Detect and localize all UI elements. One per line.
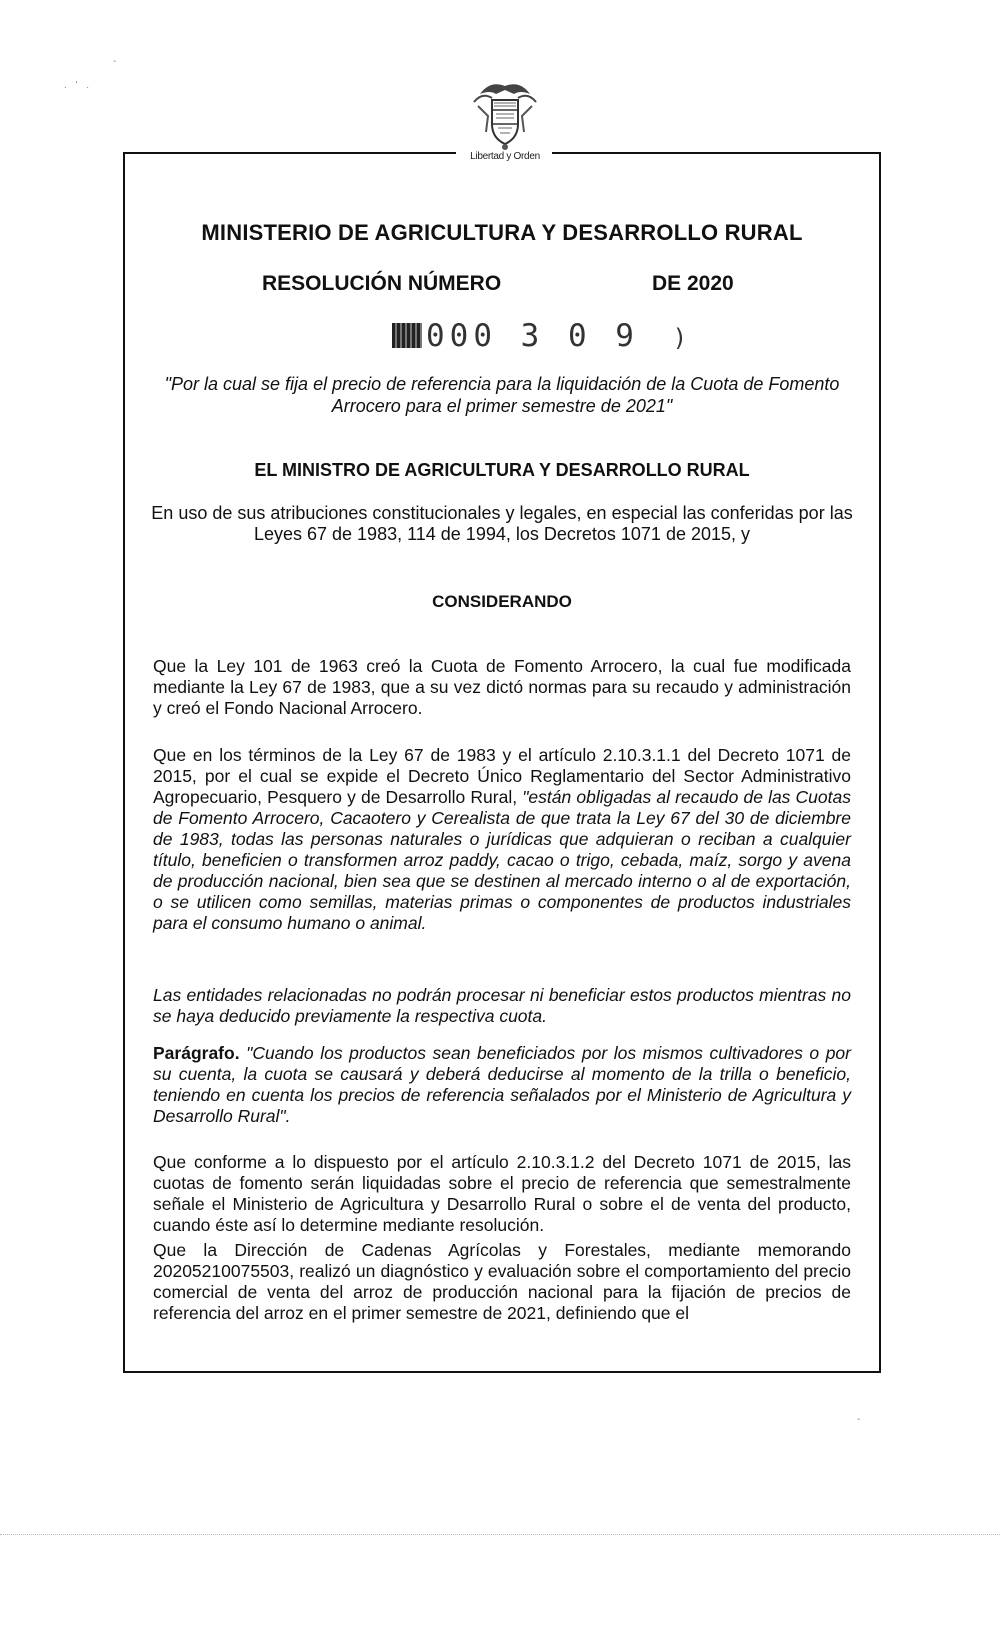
stamp-number: 000 3 0 9 xyxy=(426,318,639,354)
paragrafo-label: Parágrafo. xyxy=(153,1043,240,1063)
stamp-close-paren: ) xyxy=(672,324,693,352)
paragraph-intro: Que en los términos de la Ley 67 de 1983 y el artículo 2.10.3.1.1 del Decreto 1071 de 2015, por el cual se expide el Decreto Único Reglamentario del Sector Administrativo Agropecuario, Pesquero y de Desarrollo Rural, xyxy=(153,745,851,807)
paragrafo-text: "Cuando los productos sean beneficiados por los mismos cultivadores o por su cuenta, la cuota se causará y deberá deducirse al momento de la trilla o beneficio, teniendo en cuenta los precios de referencia señalados por el Ministerio de Agricultura y Desarrollo Rural". xyxy=(153,1043,851,1126)
resolution-subject: "Por la cual se fija el precio de referencia para la liquidación de la Cuota de Fomento Arrocero para el primer semestre de 2021" xyxy=(164,374,840,416)
signer-title: EL MINISTRO DE AGRICULTURA Y DESARROLLO RURAL xyxy=(254,460,750,480)
considering-heading: CONSIDERANDO xyxy=(432,592,572,611)
resolution-number-label: RESOLUCIÓN NÚMERO xyxy=(262,272,502,295)
quoted-regulation: "están obligadas al recaudo de las Cuotas de Fomento Arrocero, Cacaotero y Cerealista de que trata la Ley 67 del 30 de diciembre de 1983, todas las personas naturales o jurídicas que adquieran o reciban a cualquier título, beneficien o transformen arroz paddy, cacao o trigo, cebada, maíz, sorgo y avena de producción nacional, bien sea que se destinen al mercado interno o al de exportación, o se utilicen como semillas, materias primas o componentes de productos industriales para el consumo humano o animal. xyxy=(153,787,851,933)
resolution-year-label: DE 2020 xyxy=(652,272,734,295)
ministry-title: MINISTERIO DE AGRICULTURA Y DESARROLLO RURAL xyxy=(201,220,803,245)
frame-border-bottom xyxy=(123,1371,881,1373)
scan-speck: - xyxy=(857,1414,861,1425)
paragraph-processing-restriction: Las entidades relacionadas no podrán procesar ni beneficiar estos productos mientras no se haya deducido previamente la respectiva cuota. xyxy=(153,985,851,1026)
scan-dotted-line xyxy=(0,1534,1000,1535)
stamp-prefix-mark xyxy=(392,323,422,348)
coat-of-arms-icon xyxy=(470,76,540,152)
scan-speck: - xyxy=(113,56,117,67)
resolution-number-stamp xyxy=(392,318,692,354)
paragraph-law-101: Que la Ley 101 de 1963 creó la Cuota de Fomento Arrocero, la cual fue modificada mediante la Ley 67 de 1983, que a su vez dictó normas para su recaudo y administración y creó el Fondo Nacional Arrocero. xyxy=(153,656,851,718)
paragraph-memorandum: Que la Dirección de Cadenas Agrícolas y Forestales, mediante memorando 20205210075503, realizó un diagnóstico y evaluación sobre el comportamiento del precio comercial de venta del arroz de producción nacional para la fijación de precios de referencia del arroz en el primer semestre de 2021, definiendo que el xyxy=(153,1240,851,1323)
motto-text: Libertad y Orden xyxy=(470,151,540,162)
frame-border-left xyxy=(123,152,125,1373)
scan-speck: . ' . xyxy=(64,80,93,91)
frame-border-top-right xyxy=(552,152,881,154)
paragraph-decree-1071 xyxy=(153,745,851,934)
paragraph-paragrafo xyxy=(153,1043,851,1127)
paragraph-reference-price: Que conforme a lo dispuesto por el artículo 2.10.3.1.2 del Decreto 1071 de 2015, las cuotas de fomento serán liquidadas sobre el precio de referencia que semestralmente señale el Ministerio de Agricultura y Desarrollo Rural o sobre el de venta del producto, cuando éste así lo determine mediante resolución. xyxy=(153,1152,851,1235)
frame-border-right xyxy=(879,152,881,1373)
frame-border-top-left xyxy=(123,152,456,154)
attributions-paragraph: En uso de sus atribuciones constitucionales y legales, en especial las conferidas por las Leyes 67 de 1983, 114 de 1994, los Decretos 1071 de 2015, y xyxy=(151,503,853,544)
